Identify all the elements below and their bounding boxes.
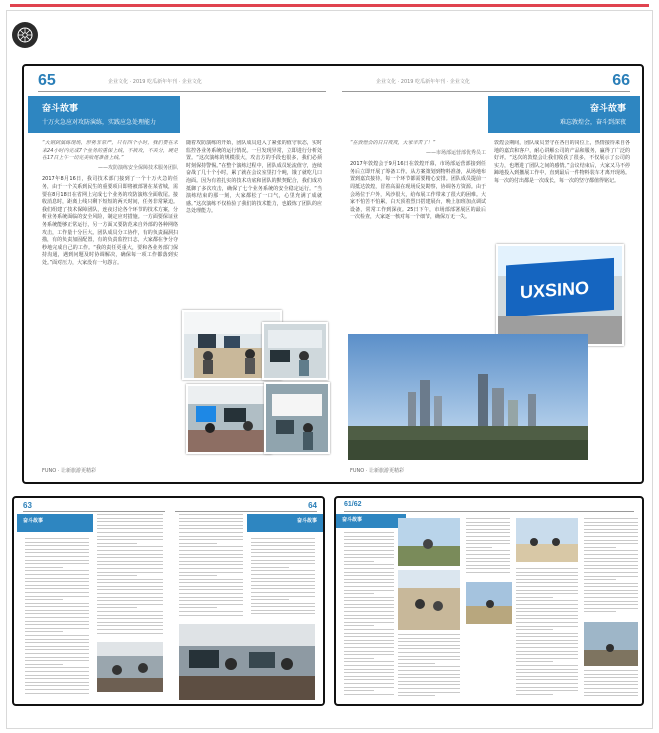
story-title: 奋斗故事 — [296, 518, 317, 524]
text-column-5 — [584, 518, 638, 618]
text-column-1 — [25, 538, 89, 698]
magazine-spread-61-62[interactable] — [334, 496, 644, 706]
text-column-2 — [97, 514, 163, 638]
quote-signature: ——市场部运营部优秀员工 — [425, 149, 486, 156]
brand-logo-icon[interactable] — [12, 22, 38, 48]
page-number: 64 — [308, 501, 317, 510]
site-photo-3 — [466, 582, 512, 624]
story-banner — [488, 96, 640, 133]
office-photo-3 — [186, 384, 272, 454]
text-column-1 — [344, 532, 394, 700]
body-text: 敦煌会期间，团队成员坚守在各自的岗位上，热情接待来自各地的嘉宾和客户，耐心讲解公司的产品和服务，赢得了广泛的好评。“这次的敦煌会让我们收获了很多，不仅展示了公司的实力，也增进了团队之间的感情。”会议结束后，大家又马不停蹄地投入到撤展工作中，直到最后一件物料装车才离开现场。每一次的付出都是一次成长，每一次的坚守都值得铭记。 — [494, 140, 630, 184]
pull-quote: “在敦煌会的日日夜夜，大家辛苦了！” — [350, 140, 436, 146]
text-column-1 — [179, 514, 243, 620]
story-banner — [28, 96, 180, 133]
page-65 — [28, 66, 332, 482]
story-banner — [336, 514, 406, 528]
site-photo-2 — [398, 570, 460, 630]
text-column-2 — [494, 140, 630, 258]
office-photo — [179, 624, 315, 700]
city-skyline-photo — [348, 334, 588, 460]
story-subtitle: 难忘敦煌会，奋斗到深夜 — [559, 119, 626, 126]
pull-quote: “大钢到演练现场，形势非常严，只有四个小时，我们要在未来24小时内完成7个业务的重保上线，不被攻，不丢分，硬是在17日上午一切完美收尾准备上线。” — [42, 140, 178, 162]
page-64 — [171, 498, 323, 704]
page-header: 企业文化 · 2019 吃瓜新年年刊 · 企业文化 — [108, 79, 202, 85]
story-title: 奋斗故事 — [342, 517, 363, 523]
page-number: 65 — [38, 72, 56, 89]
story-title: 奋斗故事 — [589, 104, 626, 114]
body-text: 2017年敦煌会于9月16日在敦煌开幕，市场部运营部接到任务后立即开展了筹备工作。从方案策划到物料准备，从场地布置到嘉宾接待，每一个环节都需要精心安排。团队成员提前一周抵达敦煌，冒着高温在现场反复勘察，协调各方资源。由于会场位于户外，风沙很大，给布展工作带来了很大的困难。大家不怕苦不怕累，白天顶着烈日搭建展台，晚上加班加点调试设备，常常工作到深夜。25日下午，市场部部署展区的最后一次检查，大家逐一核对每一个细节，确保万无一失。 — [350, 161, 486, 221]
page-header: 企业文化 · 2019 吃瓜新年年刊 · 企业文化 — [376, 79, 470, 85]
story-banner — [247, 514, 323, 532]
page-number: 63 — [23, 501, 32, 510]
story-title: 奋斗故事 — [42, 104, 79, 114]
top-accent-bar — [0, 0, 659, 8]
site-photo-5 — [584, 622, 638, 666]
body-text: 2017年8月16日，我司技术部门接到了一个十万火急的任务，由于一个关系到民生的重要项目即将被部署在某省城，需要在8月18日在省网上完成七个业务的攻防演练全面收尾。接收消息时，距离上线只剩下短短的两天时间，任务非常紧迫。我们组建了技术保障团队，连夜讨论各个环节的技术方案，分析业务系统面临的安全风险，制定应对措施。一方面要保证业务系统能够正常运行，另一方面又要防范来自外部的各种网络攻击，工作量十分巨大。团队成员分工协作，有的负责漏洞扫描，有的负责加固配置，有的负责监控日志，大家都在争分夺秒地完成自己的工作。“我的责任更重大，要和各业务部门保持沟通，遇到问题及时协调解决，确保每一项工作都落到实处。”面对压力，大家没有一句怨言。 — [42, 176, 178, 266]
page-66 — [336, 66, 640, 482]
page-number: 61/62 — [344, 501, 362, 508]
text-column-1 — [350, 140, 486, 338]
page-63 — [17, 498, 169, 704]
text-column-1 — [42, 140, 178, 460]
sign-text: UXSINO — [520, 277, 590, 303]
story-banner — [17, 514, 93, 532]
text-column-2 — [398, 634, 460, 700]
page-footer: FUNO · 让新旅游更精彩 — [350, 468, 404, 474]
story-subtitle: 十万火急应对攻防演练，实践应急处理能力 — [42, 119, 157, 126]
office-photo-4 — [264, 382, 330, 454]
text-column-3 — [466, 518, 510, 578]
magazine-spread-63-64[interactable] — [12, 496, 325, 706]
office-photo — [97, 642, 163, 692]
story-title: 奋斗故事 — [23, 518, 44, 524]
text-column-6 — [584, 670, 638, 700]
magazine-spread-65-66[interactable] — [22, 64, 644, 484]
page-footer: FUNO · 让新旅游更精彩 — [42, 468, 96, 474]
text-column-2 — [186, 140, 322, 310]
page-number: 66 — [612, 72, 630, 89]
body-text: 随着攻防演练的开始，团队成员进入了紧张的值守状态，实时监控各业务系统的运行情况。一旦发现异常，立即进行分析处置。“这次演练的规模很大，攻击方的手段也很多，我们必须时刻保持警惕。”在整个演练过程中，团队成员轮流值守，连续奋战了几十个小时，累了就在会议室里打个盹，饿了就吃几口泡面。因为有着扎实的技术功底和团队的默契配合，我们成功抵御了多次攻击，确保了七个业务系统的安全稳定运行。“当演练结束的那一刻，大家都松了一口气，心里充满了成就感。”这次演练不仅检验了我们的技术能力，也锻炼了团队的应急处理能力。 — [186, 140, 322, 215]
quote-signature: ——攻防演练安全保障技术服务团队 — [97, 164, 178, 171]
site-photo-1 — [398, 518, 460, 566]
text-column-2 — [251, 538, 315, 620]
text-column-4 — [516, 568, 578, 700]
office-photo-2 — [262, 322, 328, 380]
event-sign-photo — [496, 244, 624, 346]
site-photo-4 — [516, 518, 578, 562]
